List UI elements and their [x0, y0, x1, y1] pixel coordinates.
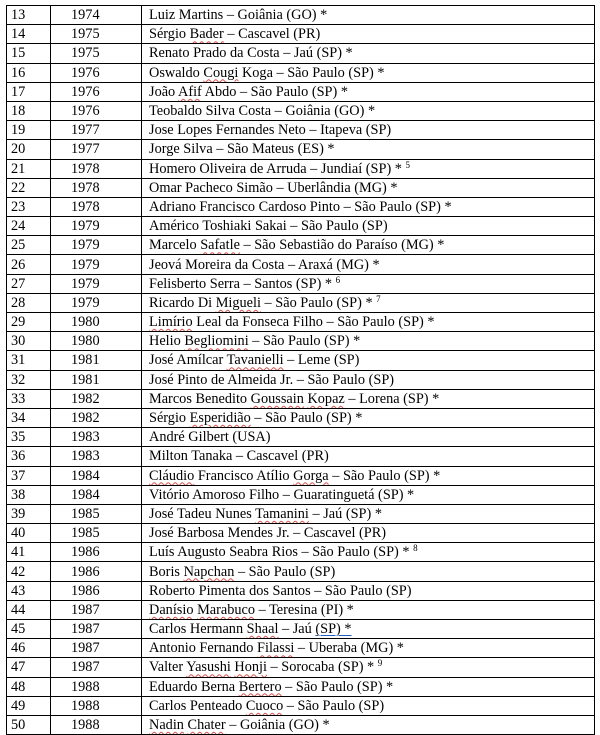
row-number: 29	[7, 313, 51, 332]
table-row	[7, 121, 595, 140]
row-name	[142, 562, 595, 581]
name-segment: – Leme (SP)	[283, 352, 360, 369]
row-name	[142, 639, 595, 658]
row-number: 21	[7, 159, 51, 178]
name-segment: – Uberaba (MG) *	[294, 640, 404, 657]
table-row	[7, 504, 595, 523]
row-year: 1986	[51, 581, 142, 600]
name-segment: Vitório Amoroso Filho – Guaratinguetá (SP) *	[149, 486, 415, 503]
row-year: 1978	[51, 159, 142, 178]
name-segment: Helio	[149, 333, 185, 350]
row-number: 32	[7, 370, 51, 389]
row-name	[142, 408, 595, 427]
table-row	[7, 63, 595, 82]
row-year: 1976	[51, 101, 142, 120]
name-segment: – Sorocaba (SP) *	[266, 659, 378, 676]
table-row	[7, 159, 595, 178]
name-segment: Koga – São Paulo (SP) *	[238, 64, 385, 81]
row-number: 47	[7, 658, 51, 677]
row-number: 14	[7, 25, 51, 44]
table-row	[7, 696, 595, 715]
name-segment: Homero Oliveira de Arruda – Jundiaí (SP) *	[149, 160, 406, 177]
row-year: 1981	[51, 351, 142, 370]
table-row	[7, 197, 595, 216]
row-year: 1980	[51, 332, 142, 351]
name-segment: Luiz Martins – Goiânia (GO) *	[149, 7, 328, 24]
row-number: 46	[7, 639, 51, 658]
row-name	[142, 466, 595, 485]
name-segment: Milton Tanaka – Cascavel (PR)	[149, 448, 329, 465]
name-segment: Shaal	[246, 621, 279, 638]
row-year: 1988	[51, 715, 142, 734]
row-number: 13	[7, 6, 51, 25]
name-segment: Eduardo Berna	[149, 678, 239, 695]
row-name	[142, 25, 595, 44]
row-name	[142, 504, 595, 523]
table-row	[7, 6, 595, 25]
name-segment: Bertero	[238, 678, 282, 695]
name-segment: Sérgio	[149, 410, 190, 427]
name-segment: Cláudio	[149, 467, 195, 484]
table-row	[7, 658, 595, 677]
name-segment: José Tadeu Nunes	[149, 505, 256, 522]
table-row	[7, 715, 595, 734]
row-number: 49	[7, 696, 51, 715]
row-year: 1981	[51, 370, 142, 389]
row-name	[142, 313, 595, 332]
table-row	[7, 313, 595, 332]
row-name	[142, 44, 595, 63]
document-table	[6, 5, 595, 735]
name-segment: Esperidião	[189, 410, 251, 427]
row-number: 38	[7, 485, 51, 504]
row-number: 30	[7, 332, 51, 351]
row-number: 18	[7, 101, 51, 120]
row-number: 16	[7, 63, 51, 82]
table-row	[7, 447, 595, 466]
name-segment: José Pinto de Almeida Jr. – São Paulo (SP)	[149, 371, 395, 388]
name-segment: Marcos Benedito	[149, 390, 251, 407]
row-year: 1976	[51, 82, 142, 101]
row-year: 1986	[51, 543, 142, 562]
table-row	[7, 639, 595, 658]
row-year: 1979	[51, 217, 142, 236]
row-name	[142, 82, 595, 101]
name-segment: – São Paulo (SP) *	[328, 467, 441, 484]
row-name	[142, 696, 595, 715]
row-year: 1976	[51, 63, 142, 82]
row-year: 1974	[51, 6, 142, 25]
footnote-marker: 8	[413, 543, 418, 554]
row-name	[142, 236, 595, 255]
row-name	[142, 600, 595, 619]
name-segment: Carlos Hermann	[149, 621, 247, 638]
row-number: 48	[7, 677, 51, 696]
name-segment: Sérgio	[149, 26, 190, 43]
table-row	[7, 562, 595, 581]
row-year: 1983	[51, 428, 142, 447]
name-segment: José Amílcar	[149, 352, 227, 369]
row-name	[142, 581, 595, 600]
row-name	[142, 293, 595, 312]
row-name	[142, 620, 595, 639]
row-number: 27	[7, 274, 51, 293]
name-segment: – São Paulo (SP) *	[248, 333, 361, 350]
name-segment: Omar Pacheco Simão – Uberlândia (MG) *	[149, 179, 398, 196]
table-row	[7, 677, 595, 696]
row-number: 26	[7, 255, 51, 274]
name-segment: – Cascavel (PR)	[223, 26, 321, 43]
row-number: 42	[7, 562, 51, 581]
row-year: 1979	[51, 255, 142, 274]
row-name	[142, 274, 595, 293]
name-segment: (SP) *	[315, 621, 352, 638]
name-segment: Valter	[149, 659, 187, 676]
row-year: 1982	[51, 389, 142, 408]
table-row	[7, 524, 595, 543]
row-name	[142, 217, 595, 236]
name-segment: Felisberto Serra – Santos (SP) *	[149, 275, 336, 292]
name-segment: Jose Lopes Fernandes Neto – Itapeva (SP)	[149, 122, 392, 139]
name-segment: Kopaz	[307, 390, 345, 407]
row-number: 36	[7, 447, 51, 466]
table-row	[7, 332, 595, 351]
name-segment: – São Paulo (SP)	[283, 697, 385, 714]
table-row	[7, 466, 595, 485]
name-segment: Migueli	[215, 294, 261, 311]
row-name	[142, 197, 595, 216]
row-year: 1983	[51, 447, 142, 466]
table-row	[7, 140, 595, 159]
table-row	[7, 408, 595, 427]
name-segment: Limírio	[149, 314, 193, 331]
name-segment: Tavanielli	[226, 352, 284, 369]
row-name	[142, 389, 595, 408]
row-name	[142, 485, 595, 504]
name-segment: Antonio Fernando	[149, 640, 258, 657]
table-row	[7, 581, 595, 600]
name-segment: – Goiânia (GO) *	[225, 717, 330, 734]
name-segment: Américo Toshiaki Sakai – São Paulo (SP)	[149, 218, 388, 235]
name-segment: Danísio	[149, 601, 194, 618]
row-year: 1987	[51, 600, 142, 619]
name-segment: Renato Prado da Costa – Jaú (SP) *	[149, 45, 353, 62]
row-year: 1980	[51, 313, 142, 332]
row-year: 1975	[51, 44, 142, 63]
name-segment: João	[149, 83, 178, 100]
name-segment: Teobaldo Silva Costa – Goiânia (GO) *	[149, 103, 376, 120]
row-name	[142, 63, 595, 82]
row-number: 19	[7, 121, 51, 140]
row-year: 1984	[51, 485, 142, 504]
row-number: 34	[7, 408, 51, 427]
name-segment: Jorge Silva – São Mateus (ES) *	[149, 141, 335, 158]
row-name	[142, 255, 595, 274]
table-row	[7, 217, 595, 236]
row-number: 28	[7, 293, 51, 312]
row-number: 23	[7, 197, 51, 216]
name-segment: – Jaú (SP) *	[308, 505, 382, 522]
name-segment: Marcelo	[149, 237, 201, 254]
footnote-marker: 9	[377, 658, 383, 669]
table-row	[7, 101, 595, 120]
table-row	[7, 351, 595, 370]
name-segment: Oswaldo	[149, 64, 204, 81]
row-number: 37	[7, 466, 51, 485]
name-segment: – Teresina (PI) *	[255, 601, 354, 618]
row-year: 1987	[51, 658, 142, 677]
row-year: 1986	[51, 562, 142, 581]
row-year: 1978	[51, 197, 142, 216]
name-segment: – São Sebastião do Paraíso (MG) *	[239, 237, 445, 254]
row-year: 1987	[51, 620, 142, 639]
name-segment: Afif	[178, 83, 202, 100]
table-row	[7, 485, 595, 504]
name-segment: Nadin	[149, 717, 184, 734]
row-year: 1977	[51, 121, 142, 140]
row-number: 24	[7, 217, 51, 236]
table-row	[7, 370, 595, 389]
row-name	[142, 178, 595, 197]
row-number: 20	[7, 140, 51, 159]
row-number: 15	[7, 44, 51, 63]
row-number: 33	[7, 389, 51, 408]
name-segment: Carlos Penteado	[149, 697, 246, 714]
name-segment: Roberto Pimenta dos Santos – São Paulo (SP)	[149, 582, 412, 599]
row-number: 22	[7, 178, 51, 197]
table-row	[7, 600, 595, 619]
table-row	[7, 293, 595, 312]
row-name	[142, 447, 595, 466]
table-row	[7, 25, 595, 44]
name-segment: – Jaú	[278, 621, 316, 638]
table-row	[7, 255, 595, 274]
row-number: 25	[7, 236, 51, 255]
row-name	[142, 121, 595, 140]
name-segment: Filassi	[257, 640, 295, 657]
name-segment: Chater	[187, 717, 226, 734]
row-year: 1978	[51, 178, 142, 197]
row-name	[142, 524, 595, 543]
table-row	[7, 44, 595, 63]
row-year: 1984	[51, 466, 142, 485]
row-name	[142, 677, 595, 696]
name-segment: Cuoco	[245, 697, 284, 714]
row-number: 44	[7, 600, 51, 619]
row-number: 40	[7, 524, 51, 543]
row-name	[142, 715, 595, 734]
row-number: 45	[7, 620, 51, 639]
name-segment: Begliomini	[184, 333, 249, 350]
table-row	[7, 428, 595, 447]
row-name	[142, 6, 595, 25]
row-name	[142, 332, 595, 351]
table-row	[7, 178, 595, 197]
name-segment: Ricardo Di	[149, 294, 216, 311]
row-year: 1985	[51, 504, 142, 523]
row-name	[142, 351, 595, 370]
name-segment: Honji	[234, 659, 267, 676]
table-row	[7, 543, 595, 562]
name-segment: Leal da Fonseca Filho – São Paulo (SP) *	[192, 314, 435, 331]
row-year: 1979	[51, 274, 142, 293]
row-number: 17	[7, 82, 51, 101]
name-segment: Safatle	[200, 237, 240, 254]
name-segment: – São Paulo (SP) *	[250, 410, 363, 427]
row-name	[142, 370, 595, 389]
name-segment: Bader	[189, 26, 224, 43]
name-segment: Luís Augusto Seabra Rios – São Paulo (SP) *	[149, 544, 414, 561]
table-row	[7, 620, 595, 639]
table-body	[7, 6, 595, 735]
table-row	[7, 236, 595, 255]
row-year: 1988	[51, 696, 142, 715]
name-segment: Napchan	[183, 563, 235, 580]
row-name	[142, 159, 595, 178]
row-year: 1987	[51, 639, 142, 658]
name-segment: – Lorena (SP) *	[344, 390, 440, 407]
row-name	[142, 543, 595, 562]
name-segment: Cougi	[203, 64, 239, 81]
row-year: 1985	[51, 524, 142, 543]
table-row	[7, 82, 595, 101]
row-name	[142, 658, 595, 677]
name-segment: Gorga	[293, 467, 329, 484]
name-segment: – São Paulo (SP)	[234, 563, 336, 580]
row-number: 39	[7, 504, 51, 523]
row-year: 1977	[51, 140, 142, 159]
row-name	[142, 140, 595, 159]
row-year: 1979	[51, 293, 142, 312]
name-segment: José Barbosa Mendes Jr. – Cascavel (PR)	[149, 525, 387, 542]
name-segment: Abdo – São Paulo (SP) *	[201, 83, 348, 100]
name-segment: Goussain	[250, 390, 304, 407]
name-segment: André Gilbert (USA)	[149, 429, 271, 446]
row-name	[142, 428, 595, 447]
footnote-marker: 6	[335, 274, 341, 285]
footnote-marker: 7	[376, 293, 381, 304]
row-name	[142, 101, 595, 120]
row-year: 1988	[51, 677, 142, 696]
name-segment: Jeová Moreira da Costa – Araxá (MG) *	[149, 256, 380, 273]
row-number: 41	[7, 543, 51, 562]
name-segment: Adriano Francisco Cardoso Pinto – São Paulo (SP) *	[149, 198, 452, 215]
row-number: 35	[7, 428, 51, 447]
name-segment: Marabuco	[197, 601, 256, 618]
name-segment: Francisco Atílio	[194, 467, 294, 484]
name-segment: Tamanini	[255, 505, 309, 522]
row-year: 1982	[51, 408, 142, 427]
row-number: 43	[7, 581, 51, 600]
row-number: 50	[7, 715, 51, 734]
name-segment: – São Paulo (SP) *	[260, 294, 377, 311]
name-segment: – São Paulo (SP) *	[281, 678, 394, 695]
table-row	[7, 274, 595, 293]
name-segment: Boris	[149, 563, 184, 580]
row-number: 31	[7, 351, 51, 370]
name-segment: Yasushi	[186, 659, 231, 676]
table-row	[7, 389, 595, 408]
footnote-marker: 5	[405, 159, 410, 170]
row-year: 1975	[51, 25, 142, 44]
row-year: 1979	[51, 236, 142, 255]
